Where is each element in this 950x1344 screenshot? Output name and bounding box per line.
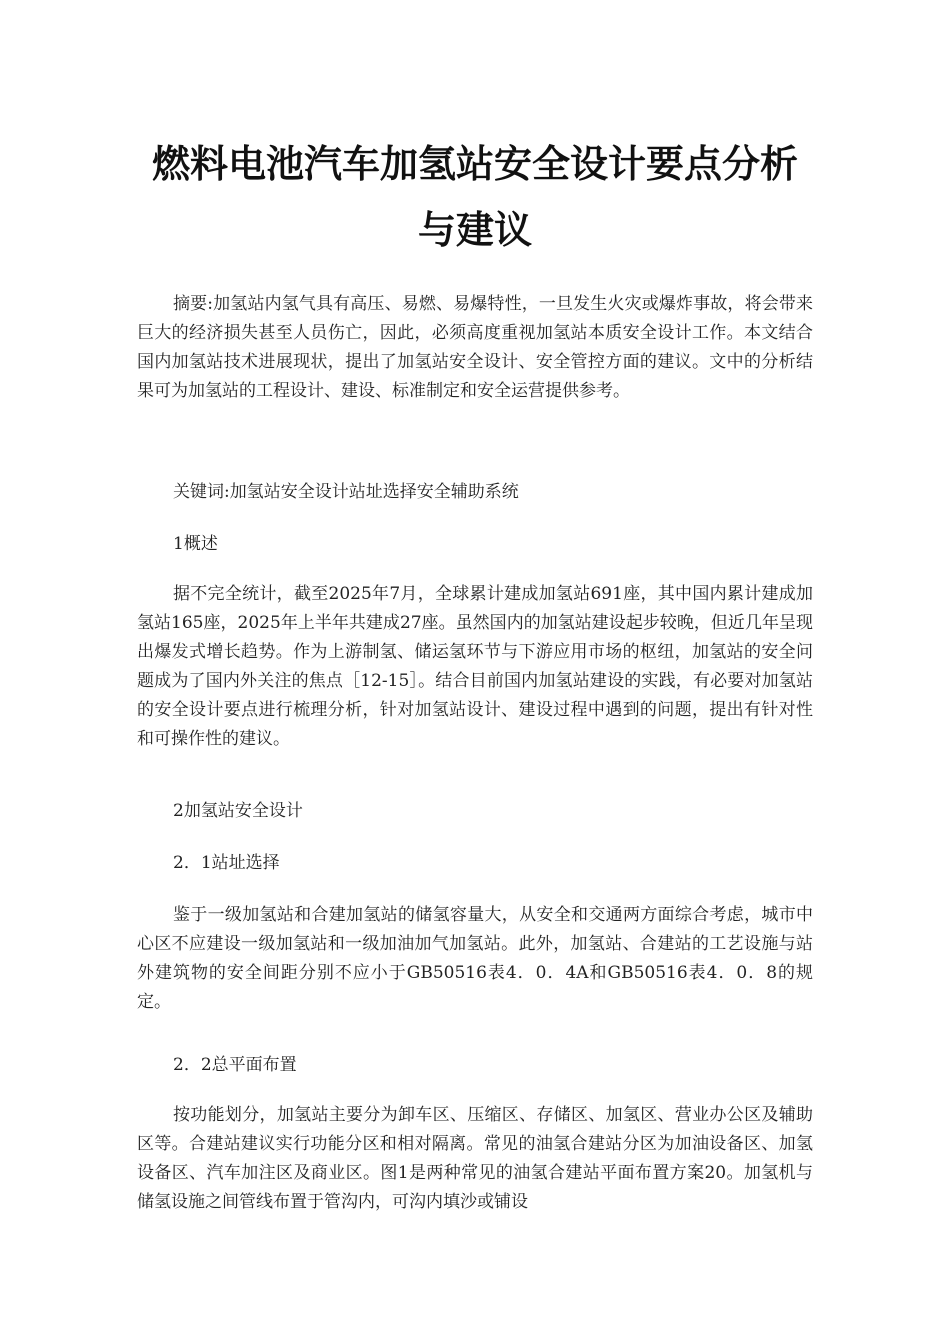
section-1-paragraph: 据不完全统计，截至2025年7月，全球累计建成加氢站691座，其中国内累计建成加氢站165座，2025年上半年共建成27座。虽然国内的加氢站建设起步较晚，但近几年呈现出爆发式增长趋势。作为上游制氢、储运氢环节与下游应用市场的枢纽，加氢站的安全问题成为了国内外关注的焦点［12-15］。结合目前国内加氢站建设的实践，有必要对加氢站的安全设计要点进行梳理分析，针对加氢站设计、建设过程中遇到的问题，提出有针对性和可操作性的建议。 — [137, 584, 813, 749]
section-2-heading: 2加氢站安全设计 — [173, 801, 303, 821]
section-1-heading: 1概述 — [173, 534, 218, 554]
document-title-line-2: 与建议 — [417, 208, 532, 252]
keywords-line: 关键词:加氢站安全设计站址选择安全辅助系统 — [173, 482, 519, 502]
section-2-1-heading: 2．1站址选择 — [173, 853, 280, 873]
section-2-2-paragraph: 按功能划分，加氢站主要分为卸车区、压缩区、存储区、加氢区、营业办公区及辅助区等。合建站建议实行功能分区和相对隔离。常见的油氢合建站分区为加油设备区、加氢设备区、汽车加注区及商业区。图1是两种常见的油氢合建站平面布置方案20。加氢机与储氢设施之间管线布置于管沟内，可沟内填沙或铺设 — [137, 1105, 813, 1212]
section-2-1-paragraph: 鉴于一级加氢站和合建加氢站的储氢容量大，从安全和交通两方面综合考虑，城市中心区不应建设一级加氢站和一级加油加气加氢站。此外，加氢站、合建站的工艺设施与站外建筑物的安全间距分别不应小于GB50516表4．0．4A和GB50516表4．0．8的规定。 — [137, 905, 813, 1012]
section-2-2-heading: 2．2总平面布置 — [173, 1055, 297, 1075]
abstract-paragraph: 摘要:加氢站内氢气具有高压、易燃、易爆特性，一旦发生火灾或爆炸事故，将会带来巨大的经济损失甚至人员伤亡，因此，必须高度重视加氢站本质安全设计工作。本文结合国内加氢站技术进展现状，提出了加氢站安全设计、安全管控方面的建议。文中的分析结果可为加氢站的工程设计、建设、标准制定和安全运营提供参考。 — [137, 294, 813, 401]
document-title-line-1: 燃料电池汽车加氢站安全设计要点分析 — [151, 142, 798, 186]
